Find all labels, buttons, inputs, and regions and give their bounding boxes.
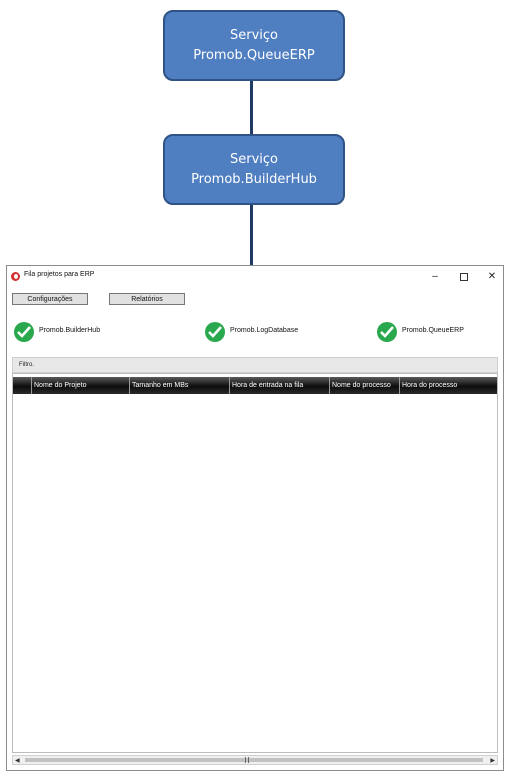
service-name: Promob.LogDatabase [230,327,299,334]
service-name: Promob.BuilderHub [39,327,101,334]
window-title: Fila projetos para ERP [24,271,95,278]
configurations-button[interactable]: Configurações [12,293,88,305]
scroll-left-icon[interactable]: ◀ [15,758,20,764]
queue-grid[interactable] [12,373,498,753]
column-header-project-name[interactable]: Nome do Projeto [31,377,129,394]
node-line2: Promob.QueueERP [193,47,315,63]
column-header-selector[interactable] [13,377,31,394]
scroll-grip-icon [245,757,249,763]
filter-bar[interactable] [12,357,498,373]
diagram-connector [250,205,253,265]
filter-label: Filtro. [19,362,34,368]
app-logo-icon [11,272,20,281]
scroll-thumb[interactable] [25,758,483,762]
column-header-process-name[interactable]: Nome do processo [329,377,399,394]
column-header-process-time[interactable]: Hora do processo [399,377,497,394]
maximize-icon [460,273,468,281]
title-bar[interactable] [7,266,503,288]
close-button[interactable]: ✕ [487,271,497,282]
diagram-connector [250,81,253,134]
app-window [6,265,504,771]
check-circle-icon [14,322,34,342]
column-header-queue-time[interactable]: Hora de entrada na fila [229,377,329,394]
node-line1: Serviço [229,151,278,167]
maximize-button[interactable] [453,269,475,285]
service-name: Promob.QueueERP [402,327,464,334]
diagram-node-queueerp [163,10,345,81]
check-circle-icon [205,322,225,342]
node-line2: Promob.BuilderHub [191,171,317,187]
minimize-button[interactable]: – [432,271,438,282]
column-header-size[interactable]: Tamanho em MBs [129,377,229,394]
check-circle-icon [377,322,397,342]
horizontal-scrollbar[interactable] [12,755,498,765]
diagram-node-builderhub [163,134,345,205]
grid-header [13,377,497,394]
reports-button[interactable]: Relatórios [109,293,185,305]
node-line1: Serviço [229,27,278,43]
scroll-right-icon[interactable]: ▶ [490,758,495,764]
